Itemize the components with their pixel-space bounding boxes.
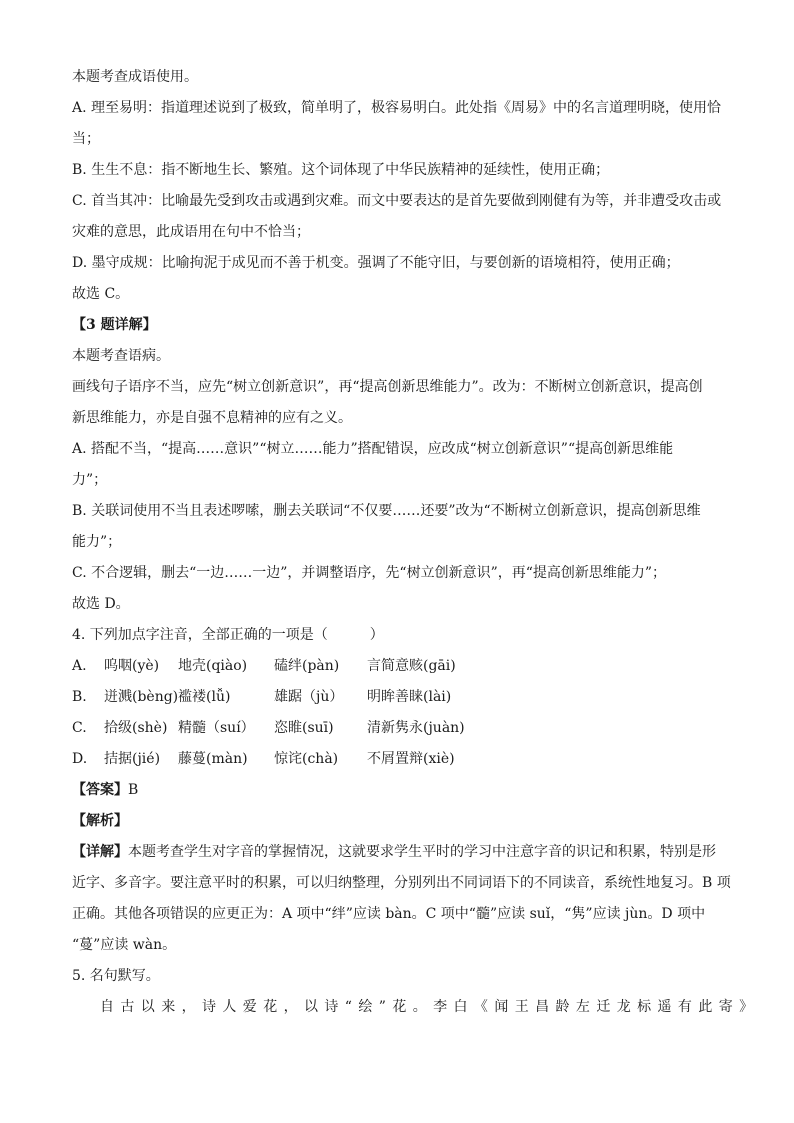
q3-option-a-line1: A. 搭配不当，“提高……意识”“树立……能力”搭配错误，应改成“树立创新意识”“提高创新思维能 xyxy=(72,441,674,457)
option-word: 藤蔓(màn) xyxy=(178,751,248,767)
q5-stem: 5. 名句默写。 xyxy=(72,968,160,984)
detail-tag: 【详解】 xyxy=(72,844,128,860)
detail-text: 本题考查学生对字音的掌握情况，这就要求学生平时的学习中注意字音的识记和积累，特别是形 xyxy=(128,844,716,860)
option-word: 磕绊(pàn) xyxy=(274,658,340,674)
q4-option-c xyxy=(72,713,724,744)
q4-detail-line2: 近字、多音字。要注意平时的积累，可以归纳整理，分别列出不同词语下的不同读音，系统性地复习。B 项 xyxy=(72,875,731,891)
q2-option-c-line2: 灾难的意思，此成语用在句中不恰当； xyxy=(72,224,310,240)
q2-option-c-line1: C. 首当其冲：比喻最先受到攻击或遇到灾难。而文中要表达的是首先要做到刚健有为等，并非遭受攻击或 xyxy=(72,193,722,209)
q4-detail-line4: “蔓”应读 wàn。 xyxy=(72,937,177,953)
option-word: 恣睢(suī) xyxy=(274,720,334,736)
q3-heading: 【3 题详解】 xyxy=(72,317,157,333)
q4-option-a xyxy=(72,651,724,682)
option-word: 拮据(jié) xyxy=(104,751,161,767)
option-word: 明眸善睐(lài) xyxy=(367,689,452,705)
answer-value: B xyxy=(128,782,139,798)
answer-tag: 【答案】 xyxy=(72,782,128,798)
q2-option-a-line1: A. 理至易明：指道理述说到了极致，简单明了，极容易明白。此处指《周易》中的名言道理明晓，使用恰 xyxy=(72,100,722,116)
q2-option-d: D. 墨守成规：比喻拘泥于成见而不善于机变。强调了不能守旧，与要创新的语境相符，使用正确； xyxy=(72,255,680,271)
q5-passage-line1: 自古以来，诗人爱花，以诗“绘”花。李白《闻王昌龄左迁龙标遥有此寄》 xyxy=(100,999,760,1015)
option-word: 拾级(shè) xyxy=(104,720,168,736)
q4-option-b xyxy=(72,682,724,713)
q3-paragraph-line2: 新思维能力，亦是自强不息精神的应有之义。 xyxy=(72,410,352,426)
q2-option-a-line2: 当； xyxy=(72,131,100,147)
q2-choice: 故选 C。 xyxy=(72,286,130,302)
option-word: 雄踞（jù） xyxy=(274,689,344,705)
option-label: C. xyxy=(72,720,87,736)
option-word: 清新隽永(juàn) xyxy=(367,720,465,736)
q4-detail-line3: 正确。其他各项错误的应更正为：A 项中“绊”应读 bàn。C 项中“髓”应读 suǐ，“隽”应读 jùn。D 项中 xyxy=(72,906,706,922)
option-word: 不屑置辩(xiè) xyxy=(367,751,455,767)
option-word: 迸溅(bèng) xyxy=(104,689,179,705)
q3-paragraph-line1: 画线句子语序不当，应先“树立创新意识”，再“提高创新思维能力”。改为：不断树立创新意识，提高创 xyxy=(72,379,703,395)
q3-option-b-line1: B. 关联词使用不当且表述啰嗦，删去关联词“不仅要……还要”改为“不断树立创新意识，提高创新思维 xyxy=(72,503,701,519)
q3-choice: 故选 D。 xyxy=(72,596,130,612)
q2-option-b: B. 生生不息：指不断地生长、繁殖。这个词体现了中华民族精神的延续性，使用正确； xyxy=(72,162,610,178)
q4-option-d xyxy=(72,744,724,775)
option-label: A. xyxy=(72,658,87,674)
q4-stem: 4. 下列加点字注音，全部正确的一项是（ ） xyxy=(72,627,384,643)
q3-option-a-line2: 力”； xyxy=(72,472,108,488)
option-word: 惊诧(chà) xyxy=(274,751,339,767)
option-label: B. xyxy=(72,689,87,705)
option-label: D. xyxy=(72,751,88,767)
option-word: 地壳(qiào) xyxy=(178,658,248,674)
option-word: 精髓（suí） xyxy=(178,720,255,736)
q4-analysis-tag: 【解析】 xyxy=(72,813,128,829)
option-word: 呜咽(yè) xyxy=(104,658,160,674)
q3-option-c: C. 不合逻辑，删去“一边……一边”，并调整语序，先“树立创新意识”，再“提高创新思维能力”； xyxy=(72,565,667,581)
q4-answer xyxy=(72,775,724,806)
document-page xyxy=(72,62,760,1023)
option-word: 言简意赅(gāi) xyxy=(367,658,456,674)
q3-intro: 本题考查语病。 xyxy=(72,348,170,364)
q3-option-b-line2: 能力”； xyxy=(72,534,122,550)
q4-detail-line1 xyxy=(72,837,724,868)
q2-intro: 本题考查成语使用。 xyxy=(72,69,198,85)
option-word: 褴褛(lǚ) xyxy=(178,689,231,705)
